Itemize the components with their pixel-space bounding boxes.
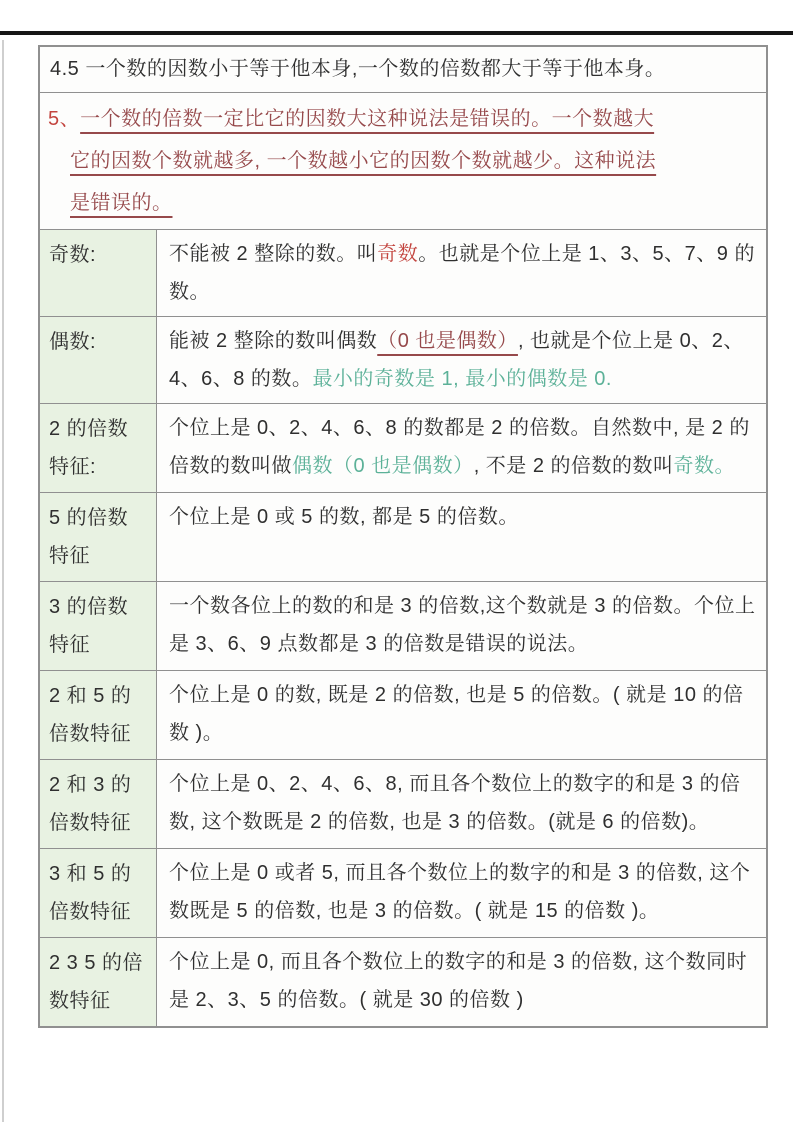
- text-segment: 是错误的。: [70, 192, 173, 214]
- row-label-line: 特征: [49, 634, 90, 656]
- table-row: [40, 93, 766, 230]
- row-label: [40, 938, 157, 1026]
- text-segment: （0 也是偶数）: [377, 330, 518, 352]
- text-segment: 奇数。: [673, 455, 736, 477]
- text-segment: 它的因数个数就越多, 一个数越小它的因数个数就越少。这种说法: [70, 150, 657, 172]
- text-segment: 5、: [48, 108, 81, 130]
- row-label-line: 特征:: [49, 456, 97, 478]
- table-row: [40, 671, 766, 760]
- text-segment: 偶数（0 也是偶数）: [292, 455, 474, 477]
- text-segment: 能被 2 整除的数叫偶数: [169, 330, 378, 352]
- text-segment: 最小的奇数是 1, 最小的偶数是 0.: [312, 368, 612, 390]
- table-row: [40, 760, 766, 849]
- text-segment: 个位上是 0, 而且各个数位上的数字的和是 3 的倍数, 这个数同时是 2、3、5 的倍数。( 就是 30 的倍数 ): [169, 951, 748, 1011]
- text-segment: 。也就是个位上是 1、3、5、7、9 的数。: [169, 243, 755, 303]
- row-content: [157, 582, 766, 670]
- row-content: [157, 493, 766, 581]
- row-label-line: 3 的倍数: [49, 596, 129, 618]
- text-segment: , 不是 2 的倍数的数叫: [473, 455, 674, 477]
- row-label-line: 数特征: [49, 990, 111, 1012]
- row-label-line: 2 3 5 的倍: [49, 952, 144, 974]
- row-label: [40, 317, 157, 403]
- row-label: [40, 849, 157, 937]
- row-label-line: 奇数:: [49, 244, 97, 266]
- math-factors-multiples-table: [38, 45, 768, 1028]
- text-segment: 不能被 2 整除的数。叫: [169, 243, 378, 265]
- table-row: [40, 47, 766, 93]
- table-row: [40, 230, 766, 317]
- row-label-line: 2 和 5 的: [49, 685, 132, 707]
- row-content: [157, 404, 766, 492]
- row-label: [40, 493, 157, 581]
- text-segment: 个位上是 0 的数, 既是 2 的倍数, 也是 5 的倍数。( 就是 10 的倍数 )。: [169, 684, 744, 744]
- row-content: [157, 671, 766, 759]
- table-row: [40, 493, 766, 582]
- row-content: [157, 230, 766, 316]
- table-row: [40, 582, 766, 671]
- table-row: [40, 317, 766, 404]
- table-row: [40, 404, 766, 493]
- row-content: [157, 760, 766, 848]
- row-content: [157, 317, 766, 403]
- text-segment: 4.5 一个数的因数小于等于他本身,一个数的倍数都大于等于他本身。: [50, 58, 666, 80]
- text-segment: 个位上是 0 或 5 的数, 都是 5 的倍数。: [169, 506, 519, 528]
- row-content: [157, 849, 766, 937]
- row-label: [40, 582, 157, 670]
- text-segment: 奇数: [377, 243, 419, 265]
- page-top-rule: [0, 31, 793, 35]
- table-row: [40, 938, 766, 1026]
- row-label-line: 2 的倍数: [49, 418, 129, 440]
- row-label: [40, 760, 157, 848]
- text-segment: 一个数各位上的数的和是 3 的倍数,这个数就是 3 的倍数。个位上是 3、6、9 点数都是 3 的倍数是错误的说法。: [169, 595, 756, 655]
- row-label-line: 倍数特征: [49, 812, 131, 834]
- row-label: [40, 404, 157, 492]
- row-label-line: 倍数特征: [49, 901, 131, 923]
- text-segment: 个位上是 0 或者 5, 而且各个数位上的数字的和是 3 的倍数, 这个数既是 5 的倍数, 也是 3 的倍数。( 就是 15 的倍数 )。: [169, 862, 751, 922]
- page-left-edge: [2, 40, 4, 1122]
- row-content: [40, 47, 766, 92]
- row-label-line: 5 的倍数: [49, 507, 129, 529]
- text-segment: 个位上是 0、2、4、6、8, 而且各个数位上的数字的和是 3 的倍数, 这个数既是 2 的倍数, 也是 3 的倍数。(就是 6 的倍数)。: [169, 773, 741, 833]
- text-segment: 个位上是 0、2、4、6、8 的数都是 2 的倍数。自然数中, 是 2 的倍数的数叫做: [169, 417, 750, 477]
- row-label-line: 倍数特征: [49, 723, 131, 745]
- table-row: [40, 849, 766, 938]
- row-label-line: 3 和 5 的: [49, 863, 132, 885]
- text-segment: 一个数的倍数一定比它的因数大这种说法是错误的。一个数越大: [80, 108, 655, 130]
- row-label: [40, 230, 157, 316]
- row-label: [40, 671, 157, 759]
- row-label-line: 偶数:: [49, 331, 97, 353]
- row-content: [40, 93, 766, 229]
- row-label-line: 特征: [49, 545, 90, 567]
- row-label-line: 2 和 3 的: [49, 774, 132, 796]
- text-segment: , 也就是个位上是 0、2、4、6、8 的数。: [169, 330, 744, 390]
- row-content: [157, 938, 766, 1026]
